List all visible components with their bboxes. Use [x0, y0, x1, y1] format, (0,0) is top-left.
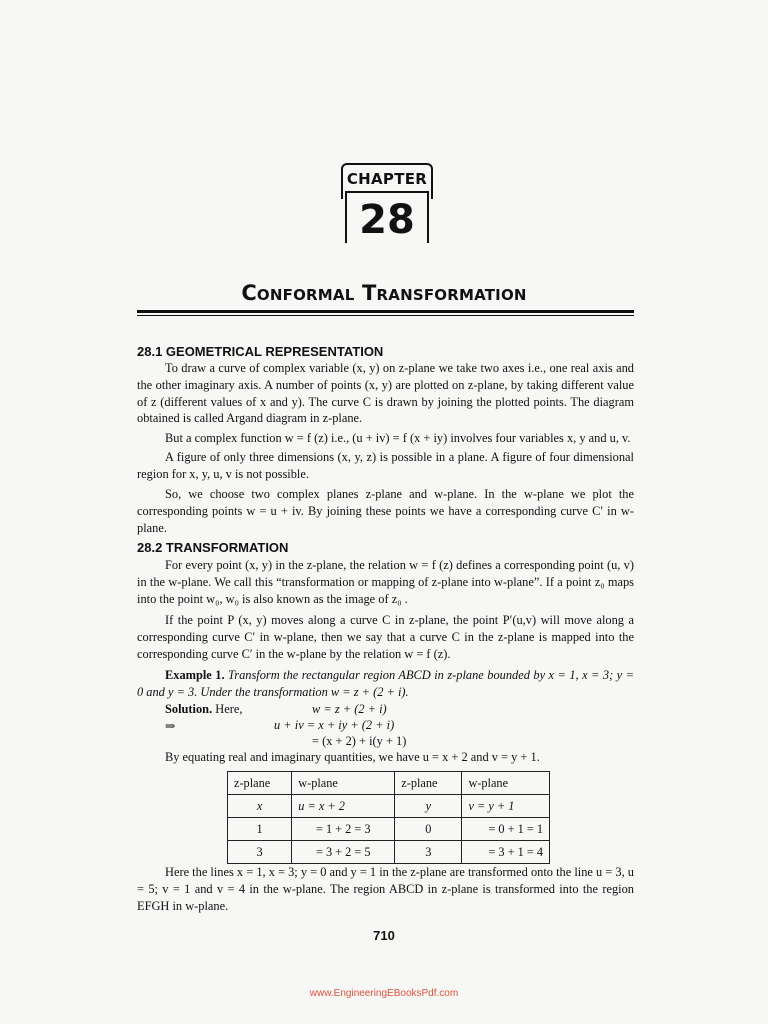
table-row [228, 841, 550, 864]
paragraph-s1-p2 [137, 430, 634, 447]
table-row [228, 795, 550, 818]
paragraph-s1-p4 [137, 486, 634, 536]
s1-p2-text: But a complex function w = f (z) i.e., (u + iv) = f (x + iy) involves four variables x, y and u, v. [165, 431, 631, 445]
table-header: w-plane [462, 772, 550, 795]
table-cell: 0 [395, 818, 462, 841]
section-heading-1: 28.1 GEOMETRICAL REPRESENTATION [137, 344, 384, 359]
solution-label: Solution. [165, 702, 213, 716]
s1-p3-text: A figure of only three dimensions (x, y, z) is possible in a plane. A figure of four dimensional region for x, y, u, v is not possible. [137, 450, 634, 481]
example-label: Example 1. [165, 668, 225, 682]
chapter-title: Conformal Transformation [241, 281, 527, 305]
paragraph-s2-p1 [137, 557, 634, 607]
table-cell: v = y + 1 [462, 795, 550, 818]
title-rule-thick [137, 310, 634, 313]
table-cell: = 3 + 2 = 5 [292, 841, 395, 864]
conclusion-paragraph: Here the lines x = 1, x = 3; y = 0 and y = 1 in the z-plane are transformed onto the line u = 3, u = 5; v = 1 and v = 4 in the w-plane. The region ABCD in z-plane is transformed into the region EFGH in w-plane. [137, 865, 634, 913]
table-cell: 1 [228, 818, 292, 841]
table-header-row [228, 772, 550, 795]
table-cell: u = x + 2 [292, 795, 395, 818]
equation-2: u + iv = x + iy + (2 + i) [274, 718, 395, 732]
table-cell: = 0 + 1 = 1 [462, 818, 550, 841]
table-cell: 3 [228, 841, 292, 864]
paragraph-s2-p2 [137, 612, 634, 662]
footer-link[interactable]: www.EngineeringEBooksPdf.com [309, 988, 459, 999]
page-number: 710 [373, 928, 395, 943]
example-text: Transform the rectangular region ABCD in z-plane bounded by x = 1, x = 3; y = 0 and y = 3. Under the transformation w = z + (2 + i). [137, 668, 634, 699]
table-row [228, 818, 550, 841]
table-header: z-plane [228, 772, 292, 795]
equation-3: = (x + 2) + i(y + 1) [312, 734, 407, 748]
s1-p1-text: To draw a curve of complex variable (x, y) on z-plane we take two axes i.e., one real axis and the other imaginary axis. A number of points (x, y) are plotted on z-plane, by taking different value of z (different values of x and y). The curve C is drawn by joining the plotted points. The diagram obtained is called Argand diagram in z-plane. [137, 361, 634, 426]
table-cell: = 1 + 2 = 3 [292, 818, 395, 841]
chapter-label: CHAPTER [346, 170, 428, 188]
table-header: w-plane [292, 772, 395, 795]
s1-p4-text: So, we choose two complex planes z-plane and w-plane. In the w-plane we plot the corresponding points w = u + iv. By joining these points we have a corresponding curve C′ in w-plane. [137, 487, 634, 535]
equation-1: w = z + (2 + i) [312, 702, 387, 716]
chapter-number: 28 [359, 197, 415, 243]
title-rule-thin [137, 315, 634, 316]
solution-here: Here, [215, 702, 243, 716]
section-heading-2: 28.2 TRANSFORMATION [137, 540, 289, 555]
paragraph-s1-p3 [137, 449, 634, 483]
table-cell: x [228, 795, 292, 818]
example-statement [137, 667, 634, 701]
s2-p1-text: For every point (x, y) in the z-plane, the relation w = f (z) defines a corresponding point (u, v) in the w-plane. We call this “transformation or mapping of z-plane into w-plane”. If a point z₀ maps into the point w₀, w₀ is also known as the image of z₀ . [137, 558, 634, 606]
table-header: z-plane [395, 772, 462, 795]
transformation-table [227, 771, 550, 864]
equating-text: By equating real and imaginary quantities, we have u = x + 2 and v = y + 1. [165, 750, 540, 764]
table-cell: 3 [395, 841, 462, 864]
solution-line [165, 702, 242, 717]
paragraph-s1-p1 [137, 360, 634, 427]
s2-p2-text: If the point P (x, y) moves along a curve C in z-plane, the point P′(u,v) will move along a corresponding curve C′ in w-plane, then we say that a curve C in the z-plane is mapped into the corresponding curve C′ in the w-plane by the relation w = f (z). [137, 613, 634, 661]
implies-symbol: ⇒ [165, 719, 176, 733]
table-cell: = 3 + 1 = 4 [462, 841, 550, 864]
table-cell: y [395, 795, 462, 818]
